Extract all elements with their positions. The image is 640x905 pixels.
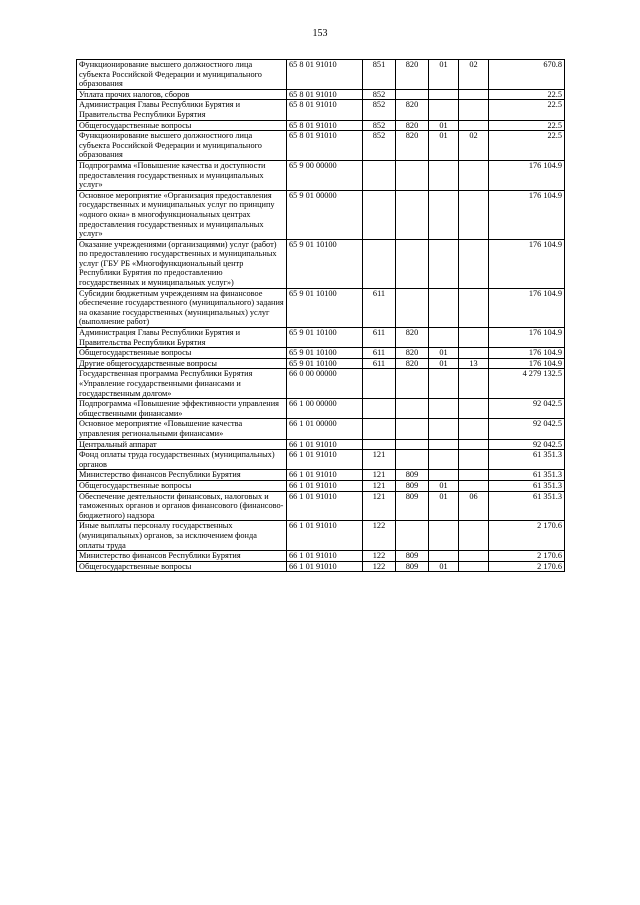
cell-section xyxy=(429,89,459,100)
cell-expense-type: 852 xyxy=(363,131,396,161)
cell-administrator: 809 xyxy=(396,480,429,491)
cell-amount: 2 170.6 xyxy=(489,521,565,551)
cell-amount: 22.5 xyxy=(489,100,565,120)
cell-amount: 2 170.6 xyxy=(489,561,565,572)
cell-name: Центральный аппарат xyxy=(77,439,287,450)
cell-name: Общегосударственные вопросы xyxy=(77,348,287,359)
cell-subsection xyxy=(459,120,489,131)
cell-target-article: 66 0 00 00000 xyxy=(287,369,363,399)
cell-section: 01 xyxy=(429,358,459,369)
cell-target-article: 65 9 01 10100 xyxy=(287,328,363,348)
cell-target-article: 66 1 01 91010 xyxy=(287,470,363,481)
cell-administrator xyxy=(396,239,429,288)
cell-section xyxy=(429,470,459,481)
cell-name: Общегосударственные вопросы xyxy=(77,480,287,491)
cell-subsection xyxy=(459,419,489,439)
cell-section: 01 xyxy=(429,491,459,521)
cell-expense-type xyxy=(363,239,396,288)
cell-administrator xyxy=(396,190,429,239)
cell-section xyxy=(429,288,459,327)
cell-expense-type: 122 xyxy=(363,521,396,551)
cell-expense-type xyxy=(363,419,396,439)
table-row xyxy=(77,521,565,551)
cell-administrator xyxy=(396,419,429,439)
cell-target-article: 66 1 01 91010 xyxy=(287,561,363,572)
table-row xyxy=(77,419,565,439)
table-row xyxy=(77,399,565,419)
cell-administrator xyxy=(396,288,429,327)
table-row xyxy=(77,450,565,470)
cell-section xyxy=(429,521,459,551)
cell-administrator xyxy=(396,439,429,450)
cell-amount: 22.5 xyxy=(489,131,565,161)
cell-name: Государственная программа Республики Бурятия «Управление государственными финансами и государственным долгом» xyxy=(77,369,287,399)
cell-name: Министерство финансов Республики Бурятия xyxy=(77,470,287,481)
table-row xyxy=(77,288,565,327)
cell-subsection: 02 xyxy=(459,131,489,161)
cell-subsection xyxy=(459,399,489,419)
budget-table-body xyxy=(77,60,565,572)
table-row xyxy=(77,439,565,450)
cell-expense-type: 611 xyxy=(363,348,396,359)
cell-expense-type xyxy=(363,190,396,239)
cell-expense-type: 121 xyxy=(363,480,396,491)
cell-subsection xyxy=(459,160,489,190)
cell-subsection xyxy=(459,561,489,572)
cell-section xyxy=(429,399,459,419)
cell-section xyxy=(429,419,459,439)
cell-amount: 4 279 132.5 xyxy=(489,369,565,399)
cell-name: Оказание учреждениями (организациями) услуг (работ) по предоставлению государственных и муниципальных услуг (ГБУ РБ «Многофункциональный центр Республики Бурятия по предоставлению государственных и муниципальных услуг») xyxy=(77,239,287,288)
table-row xyxy=(77,60,565,90)
cell-amount: 61 351.3 xyxy=(489,470,565,481)
table-row xyxy=(77,491,565,521)
cell-subsection xyxy=(459,551,489,562)
cell-administrator xyxy=(396,160,429,190)
cell-target-article: 65 8 01 91010 xyxy=(287,60,363,90)
cell-target-article: 66 1 01 91010 xyxy=(287,439,363,450)
cell-amount: 92 042.5 xyxy=(489,419,565,439)
cell-target-article: 66 1 01 91010 xyxy=(287,521,363,551)
cell-subsection xyxy=(459,450,489,470)
cell-target-article: 66 1 01 91010 xyxy=(287,551,363,562)
table-row xyxy=(77,551,565,562)
cell-subsection xyxy=(459,439,489,450)
cell-expense-type xyxy=(363,160,396,190)
cell-subsection: 13 xyxy=(459,358,489,369)
cell-administrator: 809 xyxy=(396,470,429,481)
cell-name: Функционирование высшего должностного лица субъекта Российской Федерации и муниципального образования xyxy=(77,131,287,161)
cell-administrator xyxy=(396,450,429,470)
cell-name: Администрация Главы Республики Бурятия и Правительства Республики Бурятия xyxy=(77,100,287,120)
cell-name: Основное мероприятие «Повышение качества управления региональными финансами» xyxy=(77,419,287,439)
cell-amount: 2 170.6 xyxy=(489,551,565,562)
cell-target-article: 65 8 01 91010 xyxy=(287,89,363,100)
cell-administrator: 820 xyxy=(396,131,429,161)
cell-expense-type: 852 xyxy=(363,89,396,100)
cell-subsection xyxy=(459,480,489,491)
cell-subsection xyxy=(459,239,489,288)
cell-subsection: 02 xyxy=(459,60,489,90)
cell-target-article: 66 1 01 00000 xyxy=(287,419,363,439)
cell-amount: 92 042.5 xyxy=(489,399,565,419)
cell-administrator: 820 xyxy=(396,60,429,90)
cell-expense-type xyxy=(363,369,396,399)
cell-target-article: 65 9 01 10100 xyxy=(287,358,363,369)
cell-amount: 176 104.9 xyxy=(489,190,565,239)
cell-section: 01 xyxy=(429,120,459,131)
cell-administrator: 809 xyxy=(396,491,429,521)
cell-section xyxy=(429,369,459,399)
table-row xyxy=(77,480,565,491)
cell-administrator: 820 xyxy=(396,328,429,348)
cell-target-article: 66 1 01 91010 xyxy=(287,450,363,470)
cell-amount: 92 042.5 xyxy=(489,439,565,450)
cell-amount: 61 351.3 xyxy=(489,450,565,470)
cell-subsection xyxy=(459,369,489,399)
cell-name: Иные выплаты персоналу государственных (муниципальных) органов, за исключением фонда оплаты труда xyxy=(77,521,287,551)
table-row xyxy=(77,561,565,572)
cell-target-article: 65 9 00 00000 xyxy=(287,160,363,190)
cell-name: Подпрограмма «Повышение эффективности управления общественными финансами» xyxy=(77,399,287,419)
cell-target-article: 66 1 01 91010 xyxy=(287,480,363,491)
table-row xyxy=(77,190,565,239)
cell-target-article: 65 9 01 10100 xyxy=(287,288,363,327)
cell-name: Субсидии бюджетным учреждениям на финансовое обеспечение государственного (муниципального) задания на оказание государственных (муниципальных) услуг (выполнение работ) xyxy=(77,288,287,327)
cell-administrator: 809 xyxy=(396,551,429,562)
table-row xyxy=(77,131,565,161)
cell-section xyxy=(429,100,459,120)
cell-expense-type: 611 xyxy=(363,288,396,327)
cell-expense-type: 852 xyxy=(363,120,396,131)
table-row xyxy=(77,120,565,131)
cell-administrator xyxy=(396,369,429,399)
cell-section xyxy=(429,439,459,450)
cell-amount: 176 104.9 xyxy=(489,328,565,348)
cell-expense-type: 122 xyxy=(363,561,396,572)
cell-subsection xyxy=(459,328,489,348)
cell-subsection xyxy=(459,190,489,239)
cell-name: Фонд оплаты труда государственных (муниципальных) органов xyxy=(77,450,287,470)
cell-name: Подпрограмма «Повышение качества и доступности предоставления государственных и муниципальных услуг» xyxy=(77,160,287,190)
cell-target-article: 65 9 01 10100 xyxy=(287,239,363,288)
cell-amount: 61 351.3 xyxy=(489,480,565,491)
cell-target-article: 65 8 01 91010 xyxy=(287,131,363,161)
cell-target-article: 65 9 01 00000 xyxy=(287,190,363,239)
cell-subsection xyxy=(459,348,489,359)
cell-name: Администрация Главы Республики Бурятия и Правительства Республики Бурятия xyxy=(77,328,287,348)
cell-subsection xyxy=(459,100,489,120)
table-row xyxy=(77,348,565,359)
table-row xyxy=(77,239,565,288)
cell-amount: 22.5 xyxy=(489,120,565,131)
cell-subsection xyxy=(459,470,489,481)
cell-expense-type: 851 xyxy=(363,60,396,90)
cell-target-article: 66 1 00 00000 xyxy=(287,399,363,419)
cell-section xyxy=(429,160,459,190)
cell-name: Министерство финансов Республики Бурятия xyxy=(77,551,287,562)
cell-amount: 176 104.9 xyxy=(489,348,565,359)
page-number: 153 xyxy=(312,28,328,39)
cell-section: 01 xyxy=(429,561,459,572)
table-row xyxy=(77,100,565,120)
cell-administrator: 820 xyxy=(396,120,429,131)
cell-section: 01 xyxy=(429,348,459,359)
cell-amount: 670.8 xyxy=(489,60,565,90)
cell-administrator xyxy=(396,89,429,100)
cell-amount: 176 104.9 xyxy=(489,358,565,369)
cell-subsection xyxy=(459,521,489,551)
cell-name: Функционирование высшего должностного лица субъекта Российской Федерации и муниципального образования xyxy=(77,60,287,90)
cell-expense-type: 121 xyxy=(363,470,396,481)
cell-amount: 22.5 xyxy=(489,89,565,100)
cell-subsection xyxy=(459,89,489,100)
cell-section xyxy=(429,551,459,562)
cell-administrator: 809 xyxy=(396,561,429,572)
cell-expense-type xyxy=(363,399,396,419)
table-row xyxy=(77,358,565,369)
cell-name: Общегосударственные вопросы xyxy=(77,120,287,131)
cell-expense-type: 122 xyxy=(363,551,396,562)
cell-target-article: 65 8 01 91010 xyxy=(287,120,363,131)
cell-expense-type xyxy=(363,439,396,450)
table-row xyxy=(77,328,565,348)
cell-administrator: 820 xyxy=(396,100,429,120)
cell-section xyxy=(429,450,459,470)
cell-name: Уплата прочих налогов, сборов xyxy=(77,89,287,100)
cell-amount: 176 104.9 xyxy=(489,239,565,288)
cell-expense-type: 611 xyxy=(363,328,396,348)
cell-target-article: 65 8 01 91010 xyxy=(287,100,363,120)
cell-expense-type: 611 xyxy=(363,358,396,369)
cell-name: Другие общегосударственные вопросы xyxy=(77,358,287,369)
cell-section: 01 xyxy=(429,131,459,161)
cell-expense-type: 121 xyxy=(363,491,396,521)
cell-expense-type: 121 xyxy=(363,450,396,470)
cell-section xyxy=(429,328,459,348)
cell-name: Обеспечение деятельности финансовых, налоговых и таможенных органов и органов финансового (финансово-бюджетного) надзора xyxy=(77,491,287,521)
cell-expense-type: 852 xyxy=(363,100,396,120)
cell-administrator: 820 xyxy=(396,348,429,359)
cell-amount: 61 351.3 xyxy=(489,491,565,521)
cell-name: Основное мероприятие «Организация предоставления государственных и муниципальных услуг по принципу «одного окна» в многофункциональных центрах предоставления государственных и муниципальных услуг» xyxy=(77,190,287,239)
cell-administrator xyxy=(396,521,429,551)
cell-amount: 176 104.9 xyxy=(489,160,565,190)
table-row xyxy=(77,89,565,100)
cell-administrator xyxy=(396,399,429,419)
cell-administrator: 820 xyxy=(396,358,429,369)
cell-target-article: 66 1 01 91010 xyxy=(287,491,363,521)
cell-section: 01 xyxy=(429,480,459,491)
cell-section xyxy=(429,239,459,288)
cell-target-article: 65 9 01 10100 xyxy=(287,348,363,359)
table-row xyxy=(77,369,565,399)
cell-section xyxy=(429,190,459,239)
cell-subsection xyxy=(459,288,489,327)
cell-name: Общегосударственные вопросы xyxy=(77,561,287,572)
table-row xyxy=(77,470,565,481)
cell-subsection: 06 xyxy=(459,491,489,521)
cell-amount: 176 104.9 xyxy=(489,288,565,327)
cell-section: 01 xyxy=(429,60,459,90)
budget-table xyxy=(76,59,565,572)
table-row xyxy=(77,160,565,190)
